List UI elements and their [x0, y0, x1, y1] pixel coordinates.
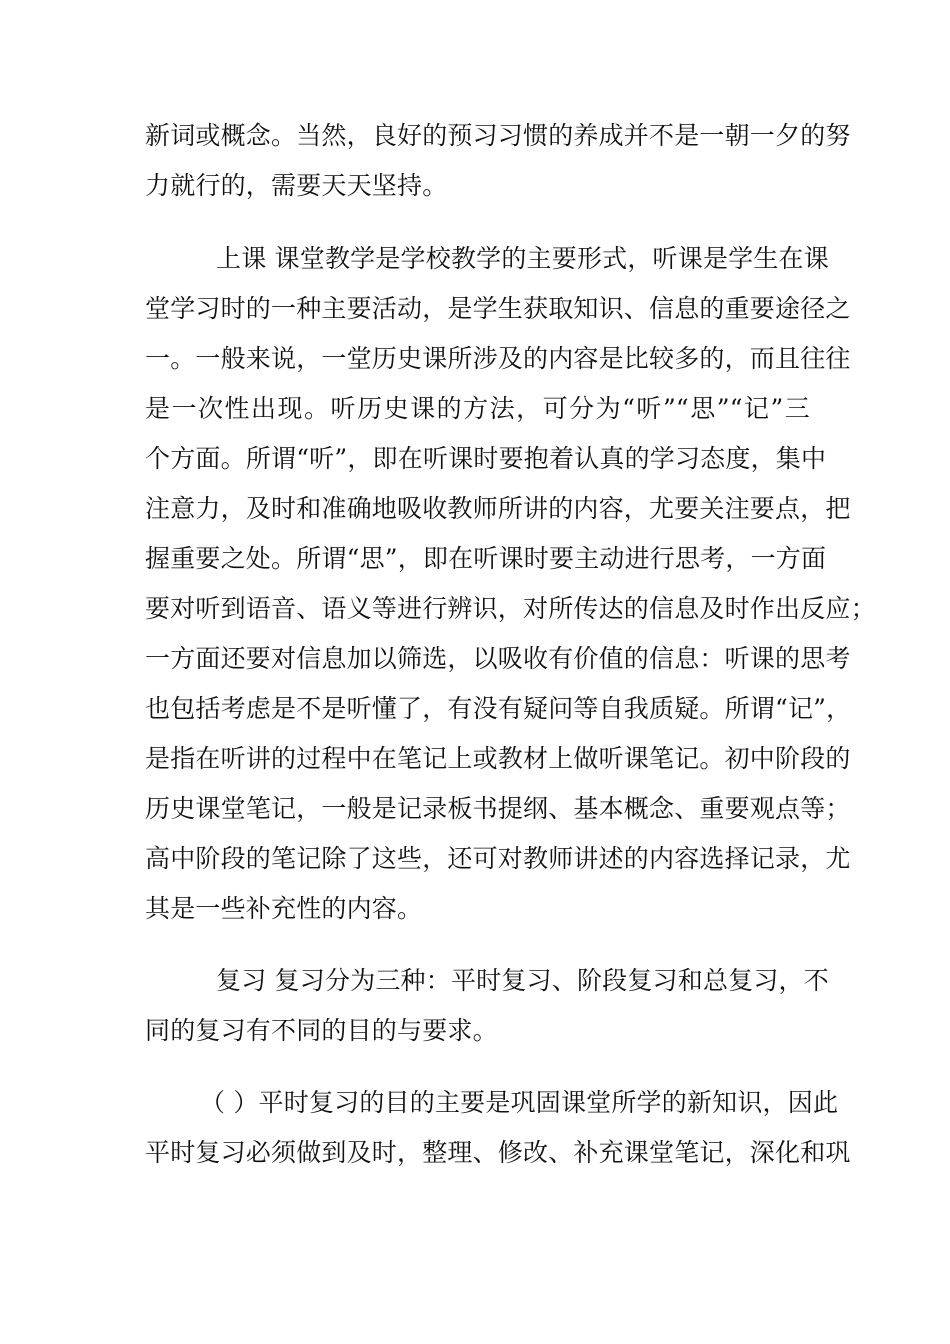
- paragraph-2-line-6: 注意力，及时和准确地吸收教师所讲的内容，尤要关注要点，把: [145, 494, 851, 523]
- paragraph-2-line-11: 是指在听讲的过程中在笔记上或教材上做听课笔记。初中阶段的: [145, 744, 851, 773]
- paragraph-2-line-7: 握重要之处。所谓“思”，即在听课时要主动进行思考，一方面: [145, 544, 827, 573]
- paragraph-2-line-2: 堂学习时的一种主要活动，是学生获取知识、信息的重要途径之: [145, 294, 851, 323]
- paragraph-2-line-5: 个方面。所谓“听”，即在听课时要抱着认真的学习态度，集中: [145, 444, 827, 473]
- paragraph-1-line-2: 力就行的，需要天天坚持。: [145, 171, 448, 200]
- paragraph-2-line-8: 要对听到语音、语义等进行辨识，对所传达的信息及时作出反应；: [145, 594, 876, 623]
- paragraph-1-line-1: 新词或概念。当然，良好的预习习惯的养成并不是一朝一夕的努: [145, 121, 851, 150]
- paragraph-2-line-4: 是一次性出现。听历史课的方法，可分为“听”“思”“记”三: [145, 394, 810, 423]
- paragraph-3-line-1: 复习 复习分为三种：平时复习、阶段复习和总复习，不: [216, 966, 829, 995]
- paragraph-4-line-1: （ ）平时复习的目的主要是巩固课堂所学的新知识，因此: [200, 1088, 839, 1117]
- paragraph-2-line-3: 一。一般来说，一堂历史课所涉及的内容是比较多的，而且往往: [145, 344, 851, 373]
- paragraph-2-line-10: 也包括考虑是不是听懂了，有没有疑问等自我质疑。所谓“记”，: [145, 694, 852, 723]
- paragraph-2-line-1: 上课 课堂教学是学校教学的主要形式，听课是学生在课: [216, 244, 829, 273]
- paragraph-2-line-14: 其是一些补充性的内容。: [145, 894, 423, 923]
- paragraph-2-line-13: 高中阶段的笔记除了这些，还可对教师讲述的内容选择记录，尤: [145, 844, 851, 873]
- paragraph-3-line-2: 同的复习有不同的目的与要求。: [145, 1016, 498, 1045]
- paragraph-2-line-12: 历史课堂笔记，一般是记录板书提纲、基本概念、重要观点等；: [145, 794, 851, 823]
- paragraph-2-line-9: 一方面还要对信息加以筛选，以吸收有价值的信息：听课的思考: [145, 644, 851, 673]
- paragraph-4-line-2: 平时复习必须做到及时，整理、修改、补充课堂笔记，深化和巩: [145, 1138, 851, 1167]
